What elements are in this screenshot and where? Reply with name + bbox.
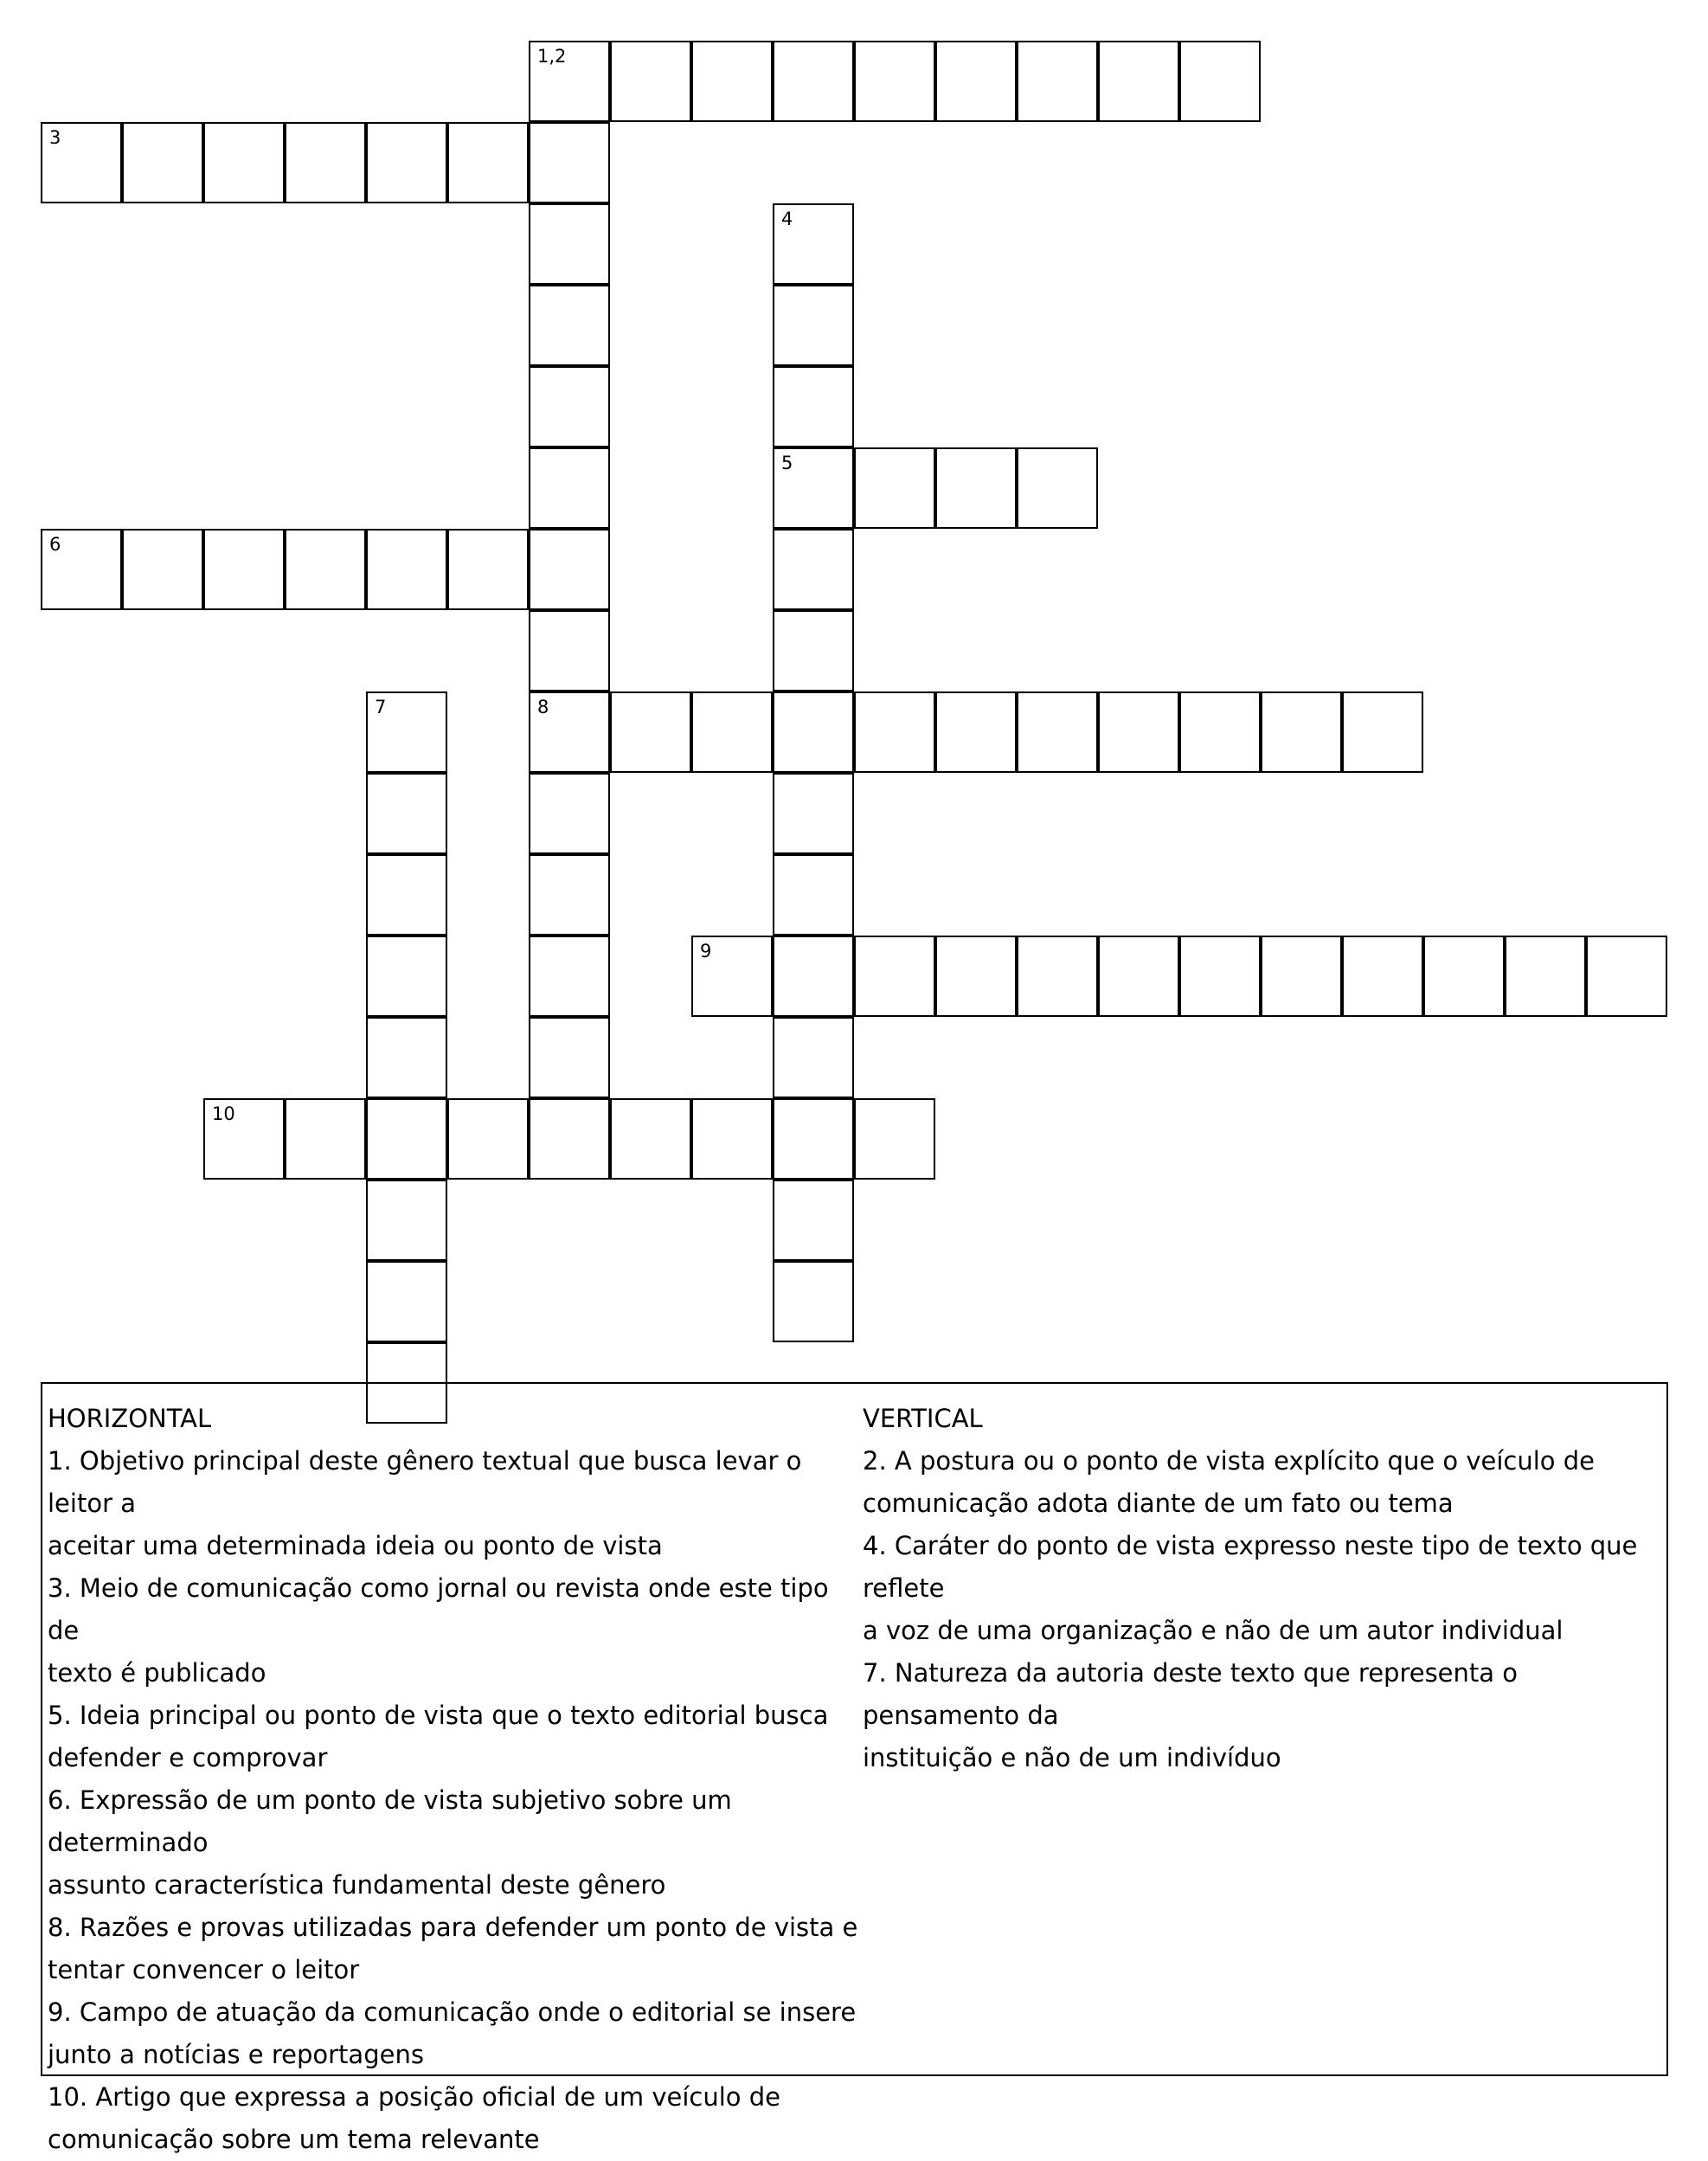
crossword-cell[interactable] [854, 936, 935, 1017]
crossword-cell[interactable] [285, 122, 366, 203]
crossword-cell[interactable] [366, 1098, 447, 1180]
crossword-cell[interactable] [285, 1098, 366, 1180]
clue-line: comunicação sobre um tema relevante [48, 2125, 540, 2154]
crossword-cell[interactable] [1179, 691, 1261, 773]
crossword-cell[interactable] [1098, 691, 1179, 773]
crossword-cell[interactable] [773, 691, 854, 773]
crossword-cell[interactable] [41, 122, 122, 203]
crossword-cell[interactable] [773, 610, 854, 691]
crossword-cell[interactable] [935, 447, 1017, 529]
crossword-cell[interactable] [773, 41, 854, 122]
clue-line: 7. Natureza da autoria deste texto que representa o pensamento da [863, 1658, 1519, 1730]
clue-number: 6 [49, 534, 61, 555]
crossword-cell[interactable] [447, 1098, 529, 1180]
crossword-cell[interactable] [366, 1180, 447, 1261]
crossword-cell[interactable] [1179, 936, 1261, 1017]
crossword-cell[interactable] [1261, 936, 1342, 1017]
crossword-cell[interactable] [529, 203, 610, 285]
clue-number: 7 [375, 697, 387, 717]
crossword-cell[interactable] [1342, 936, 1423, 1017]
crossword-cell[interactable] [773, 447, 854, 529]
clue-line: comunicação adota diante de um fato ou tema [863, 1489, 1454, 1518]
crossword-cell[interactable] [529, 854, 610, 936]
crossword-cell[interactable] [529, 1017, 610, 1098]
clue-line: 9. Campo de atuação da comunicação onde o editorial se insere [48, 1997, 857, 2027]
clue-line: 4. Caráter do ponto de vista expresso neste tipo de texto que reflete [863, 1531, 1638, 1603]
crossword-cell[interactable] [773, 1098, 854, 1180]
crossword-cell[interactable] [691, 1098, 773, 1180]
crossword-cell[interactable] [529, 773, 610, 854]
clue-line: assunto característica fundamental deste gênero [48, 1870, 666, 1900]
crossword-cell[interactable] [1179, 41, 1261, 122]
crossword-cell[interactable] [854, 41, 935, 122]
crossword-cell[interactable] [1423, 936, 1505, 1017]
clue-line: 6. Expressão de um ponto de vista subjetivo sobre um determinado [48, 1785, 732, 1857]
crossword-cell[interactable] [1342, 691, 1423, 773]
crossword-cell[interactable] [366, 529, 447, 610]
clue-number: 5 [781, 453, 793, 473]
crossword-cell[interactable] [529, 691, 610, 773]
crossword-cell[interactable] [610, 691, 691, 773]
crossword-cell[interactable] [529, 936, 610, 1017]
clue-line: 10. Artigo que expressa a posição oficial de um veículo de [48, 2082, 780, 2112]
crossword-cell[interactable] [447, 529, 529, 610]
crossword-cell[interactable] [854, 691, 935, 773]
clue-line: 1. Objetivo principal deste gênero textual que busca levar o leitor a [48, 1446, 802, 1518]
crossword-cell[interactable] [935, 936, 1017, 1017]
crossword-cell[interactable] [203, 122, 285, 203]
clue-number: 10 [212, 1103, 235, 1124]
crossword-cell[interactable] [773, 854, 854, 936]
clue-line: 5. Ideia principal ou ponto de vista que o texto editorial busca [48, 1701, 829, 1730]
crossword-cell[interactable] [529, 285, 610, 366]
crossword-cell[interactable] [854, 1098, 935, 1180]
crossword-cell[interactable] [773, 203, 854, 285]
crossword-cell[interactable] [1505, 936, 1586, 1017]
crossword-cell[interactable] [366, 1261, 447, 1342]
crossword-cell[interactable] [1017, 691, 1098, 773]
clue-number: 1,2 [537, 46, 567, 67]
clue-line: texto é publicado [48, 1658, 266, 1688]
crossword-cell[interactable] [935, 41, 1017, 122]
crossword-cell[interactable] [529, 529, 610, 610]
clue-line: instituição e não de um indivíduo [863, 1743, 1281, 1772]
crossword-cell[interactable] [366, 854, 447, 936]
horizontal-heading: HORIZONTAL [48, 1404, 212, 1433]
crossword-cell[interactable] [529, 41, 610, 122]
crossword-cell[interactable] [773, 1261, 854, 1342]
crossword-cell[interactable] [366, 691, 447, 773]
clue-number: 9 [700, 941, 712, 962]
crossword-cell[interactable] [773, 773, 854, 854]
horizontal-clues [48, 1398, 861, 2161]
clue-line: defender e comprovar [48, 1743, 328, 1772]
crossword-cell[interactable] [1261, 691, 1342, 773]
crossword-cell[interactable] [691, 936, 773, 1017]
clue-number: 8 [537, 697, 549, 717]
crossword-cell[interactable] [366, 1017, 447, 1098]
crossword-cell[interactable] [122, 529, 203, 610]
clue-line: 3. Meio de comunicação como jornal ou revista onde este tipo de [48, 1573, 829, 1645]
crossword-cell[interactable] [529, 1098, 610, 1180]
crossword-cell[interactable] [935, 691, 1017, 773]
vertical-heading: VERTICAL [863, 1404, 983, 1433]
crossword-cell[interactable] [203, 529, 285, 610]
crossword-cell[interactable] [854, 447, 935, 529]
clue-number: 3 [49, 127, 61, 148]
crossword-cell[interactable] [1098, 936, 1179, 1017]
crossword-cell[interactable] [691, 41, 773, 122]
crossword-cell[interactable] [773, 936, 854, 1017]
clue-line: 8. Razões e provas utilizadas para defender um ponto de vista e [48, 1913, 858, 1942]
clue-line: 2. A postura ou o ponto de vista explícito que o veículo de [863, 1446, 1595, 1476]
clue-line: junto a notícias e reportagens [48, 2040, 424, 2069]
crossword-cell[interactable] [773, 285, 854, 366]
crossword-cell[interactable] [773, 529, 854, 610]
crossword-cell[interactable] [447, 122, 529, 203]
clue-line: tentar convencer o leitor [48, 1955, 360, 1984]
crossword-cell[interactable] [691, 691, 773, 773]
clue-number: 4 [781, 209, 793, 229]
crossword-cell[interactable] [529, 610, 610, 691]
clue-line: a voz de uma organização e não de um autor individual [863, 1616, 1564, 1645]
crossword-cell[interactable] [1017, 936, 1098, 1017]
vertical-clues [863, 1398, 1663, 1779]
crossword-cell[interactable] [773, 366, 854, 447]
crossword-cell[interactable] [1586, 936, 1667, 1017]
crossword-cell[interactable] [610, 41, 691, 122]
crossword-cell[interactable] [366, 773, 447, 854]
crossword-cell[interactable] [773, 1017, 854, 1098]
clues-box [41, 1382, 1668, 2154]
crossword-cell[interactable] [1098, 41, 1179, 122]
crossword-cell[interactable] [1017, 41, 1098, 122]
clue-line: aceitar uma determinada ideia ou ponto de vista [48, 1531, 663, 1560]
crossword-cell[interactable] [285, 529, 366, 610]
crossword-cell[interactable] [41, 529, 122, 610]
crossword-cell[interactable] [529, 366, 610, 447]
crossword-cell[interactable] [529, 122, 610, 203]
crossword-cell[interactable] [366, 936, 447, 1017]
crossword-cell[interactable] [1017, 447, 1098, 529]
crossword-cell[interactable] [773, 1180, 854, 1261]
crossword-cell[interactable] [529, 447, 610, 529]
crossword-cell[interactable] [203, 1098, 285, 1180]
crossword-cell[interactable] [610, 1098, 691, 1180]
crossword-cell[interactable] [122, 122, 203, 203]
crossword-cell[interactable] [366, 122, 447, 203]
